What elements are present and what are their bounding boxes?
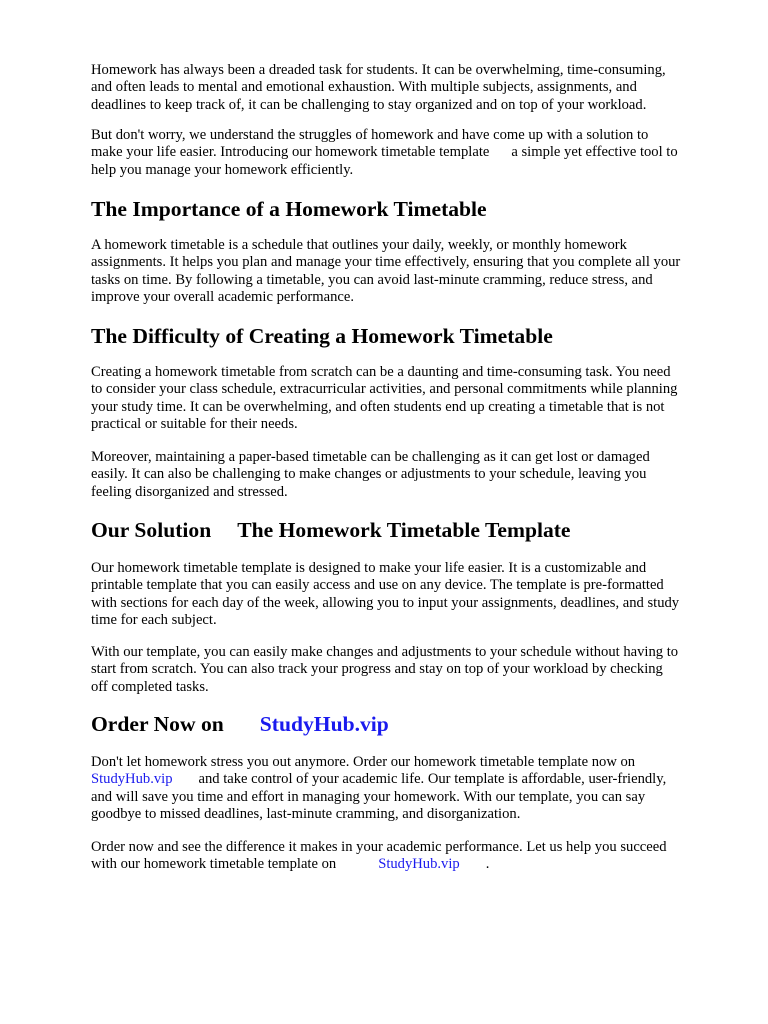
heading-importance: The Importance of a Homework Timetable: [91, 197, 487, 221]
heading-solution: Our Solution The Homework Timetable Template: [91, 518, 571, 542]
heading-difficulty: The Difficulty of Creating a Homework Timetable: [91, 324, 553, 348]
studyhub-heading-link[interactable]: StudyHub.vip: [259, 712, 389, 736]
studyhub-link[interactable]: StudyHub.vip: [91, 771, 173, 788]
solution-paragraph-2: With our template, you can easily make changes and adjustments to your schedule without having to start from scratch. You can also track your progress and stay on top of your workload by checking off completed tasks.: [91, 644, 679, 695]
importance-paragraph: A homework timetable is a schedule that outlines your daily, weekly, or monthly homework assignments. It helps you plan and manage your time effectively, ensuring that you complete all your tasks on time. By following a timetable, you can avoid last-minute cramming, reduce stress, and improve your overall academic performance.: [91, 237, 681, 306]
solution-paragraph-1: Our homework timetable template is designed to make your life easier. It is a customizable and printable template that you can easily access and use on any device. The template is pre-formatted with sections for each day of the week, allowing you to input your assignments, deadlines, and study time for each subject.: [91, 560, 680, 629]
order-paragraph-2: Order now and see the difference it makes in your academic performance. Let us help you succeed with our homework timetable template on StudyHub.vip .: [91, 839, 667, 873]
difficulty-paragraph-1: Creating a homework timetable from scratch can be a daunting and time-consuming task. You need to consider your class schedule, extracurricular activities, and personal commitments while planning your study time. It can be overwhelming, and often students end up creating a timetable that is not practical or suitable for their needs.: [91, 364, 678, 433]
order-paragraph-1: Don't let homework stress you out anymore. Order our homework timetable template now on StudyHub.vip and take control of your academic life. Our template is affordable, user-friendly, and will save you time and effort in managing your homework. With our template, you can say goodbye to missed deadlines, last-minute cramming, and disorganization.: [91, 754, 667, 823]
studyhub-footer-link[interactable]: StudyHub.vip: [378, 856, 460, 873]
intro-paragraph-2: But don't worry, we understand the struggles of homework and have come up with a solution to make your life easier. Introducing our homework timetable template a simple yet effective tool to help you manage your homework efficiently.: [91, 127, 678, 178]
heading-order-now: Order Now on StudyHub.vip: [91, 712, 389, 736]
difficulty-paragraph-2: Moreover, maintaining a paper-based timetable can be challenging as it can get lost or damaged easily. It can also be challenging to make changes or adjustments to your schedule, leaving you feeling disorganized and stressed.: [91, 449, 650, 500]
intro-paragraph-1: Homework has always been a dreaded task for students. It can be overwhelming, time-consuming, and often leads to mental and emotional exhaustion. With multiple subjects, assignments, and deadlines to keep track of, it can be challenging to stay organized and on top of your workload.: [91, 62, 666, 113]
